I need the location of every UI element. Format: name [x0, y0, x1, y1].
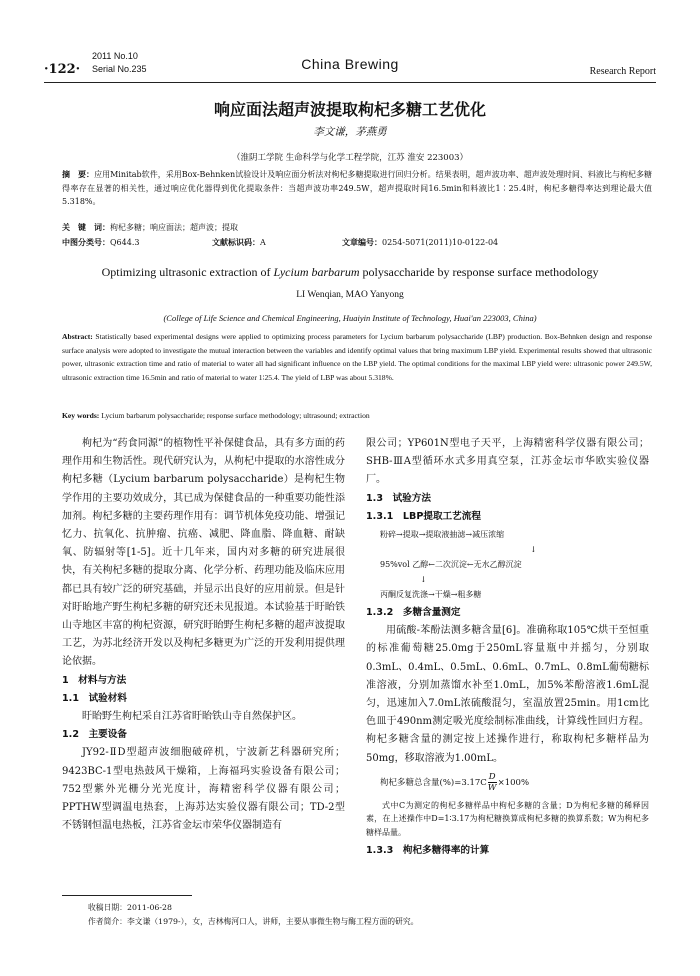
chinese-abstract — [62, 168, 652, 209]
chinese-title: 响应面法超声波提取枸杞多糖工艺优化 — [213, 100, 486, 119]
process-flow — [380, 527, 649, 602]
section-1-2-heading: 1.2 主要设备 — [62, 729, 127, 741]
journal-name: China Brewing — [301, 56, 399, 72]
english-abstract-text: Statistically based experimental designs were applied to optimizing process parameters for Lycium barbarum polysaccharide (LBP) production. Box-Behnken design and response surface analysis were adopted to investigate the mutual interaction between the variables and identify optimal values that bring maximum LBP yield. Experimental results showed that ultrasonic power, ultrasonic extraction time and ratio of material to water all had significant influence on the LBP yield. The optimal conditions for the maximal LBP yield were: ultrasonic power 249.5W, ultrasonic extraction time 16.5min and ratio of material to water 1∶25.4. The yield of LBP was about 5.318%. — [62, 332, 652, 382]
article-number-value: 0254-5071(2011)10-0122-04 — [382, 238, 499, 247]
formula-numerator: D — [488, 771, 496, 782]
yield-formula — [380, 772, 649, 793]
section-1-3-3-heading: 1.3.3 枸杞多糖得率的计算 — [366, 845, 490, 857]
intro-paragraph: 枸杞为“药食同源”的植物性平补保健食品，具有多方面的药理作用和生物活性。现代研究认为，从枸杞中提取的水溶性成分枸杞多糖（Lycium barbarum polysaccharide）是枸杞生物学作用的主要功效成分，其已成为保健食品的一种重要功能性添加剂。枸杞多糖的主要药理作用有：调节机体免疫功能、增强记忆力、抗氧化、抗肿瘤、抗癌、减肥、降血脂、降血糖、耐缺氧、防辐射等[1-5]。近十几年来，国内对多糖的研究进展很快，有关枸杞多糖的提取分离、化学分析、药理功能及临床应用都已具有较广泛的研究基础，并显示出良好的应用前景。但是针对盱眙地产野生枸杞多糖的研究还未见报道。本试验基于盱眙铁山寺地区丰富的枸杞资源，研究盱眙野生枸杞多糖的超声波提取工艺，为苏北经济开发以及枸杞多糖更为广泛的开发利用提供理论依据。 — [62, 438, 345, 668]
author-bio: 作者简介：李文谦（1979-），女，吉林梅河口人，讲师，主要从事微生物与酶工程方面的研究。 — [88, 917, 419, 926]
footnote — [88, 901, 648, 929]
flow-step-1: 粉碎→提取→提取液抽滤→减压浓缩 — [380, 530, 505, 540]
formula-denominator: W — [487, 782, 497, 793]
chinese-keywords-text: 枸杞多糖；响应面法；超声波；提取 — [110, 223, 238, 232]
section-1-heading: 1 材料与方法 — [62, 674, 127, 686]
english-abstract — [62, 330, 652, 384]
flow-arrow-icon: ↓ — [530, 545, 537, 555]
article-number-label: 文章编号： — [342, 237, 382, 247]
english-title-post: polysaccharide by response surface methodology — [359, 265, 599, 279]
received-date: 收稿日期：2011-06-28 — [88, 903, 172, 912]
class-value: Q644.3 — [110, 238, 140, 247]
doc-code-value: A — [260, 238, 266, 247]
section-1-3-heading: 1.3 试验方法 — [366, 492, 431, 504]
class-label: 中图分类号： — [62, 237, 110, 247]
formula-note: 式中C为测定的枸杞多糖样品中枸杞多糖的含量；D为枸杞多糖的稀释因素，在上述操作中D=1∶3.17为枸杞糖换算成枸杞多糖的换算系数；W为枸杞多糖样品量。 — [366, 800, 649, 837]
equipment-paragraph: JY92-ⅡD型超声波细胞破碎机，宁波新艺科器研究所；9423BC-1型电热鼓风干燥箱，上海福玛实验设备有限公司；752型紫外光栅分光光度计，海精密科学仪器有限公司；PPTHW型调温电热套，上海苏达实验仪器有限公司；TD-2型不锈钢恒温电热板，江苏省金坛市荣华仪器制造有 — [62, 747, 345, 832]
section-1-1-heading: 1.1 试验材料 — [62, 692, 127, 704]
section-1-3-2-heading: 1.3.2 多糖含量测定 — [366, 607, 461, 619]
formula-left: 枸杞多糖总含量(%)=3.17C — [380, 777, 487, 788]
english-keywords-label: Key words: — [62, 411, 100, 420]
header-rule — [44, 82, 656, 83]
doc-code-label: 文献标识码： — [212, 237, 260, 247]
formula-right: ×100% — [497, 777, 530, 788]
classification-line — [62, 237, 652, 248]
chinese-authors: 李文谦，茅燕勇 — [313, 126, 387, 138]
footnote-rule — [62, 895, 192, 896]
english-keywords-text: Lycium barbarum polysaccharide; response surface methodology; ultrasound; extraction — [101, 411, 370, 420]
english-title-pre: Optimizing ultrasonic extraction of — [101, 265, 274, 279]
section-1-3-1-heading: 1.3.1 LBP提取工艺流程 — [366, 510, 481, 522]
chinese-keywords-label: 关 键 词： — [62, 222, 110, 232]
english-affiliation: (College of Life Science and Chemical Engineering, Huaiyin Institute of Technology, Huai'an 223003, China) — [163, 313, 537, 323]
chinese-affiliation: （淮阴工学院 生命科学与化学工程学院，江苏 淮安 223003） — [231, 153, 469, 163]
english-keywords — [62, 411, 652, 420]
right-column — [366, 435, 649, 861]
flow-step-2: 95%vol 乙醇←二次沉淀←无水乙醇沉淀 — [380, 560, 522, 570]
equipment-continued: 限公司；YP601N型电子天平，上海精密科学仪器有限公司；SHB-ⅢA型循环水式多用真空泵，江苏金坛市华欧实验仪器厂。 — [366, 438, 649, 486]
left-column — [62, 435, 345, 835]
chinese-abstract-label: 摘 要： — [62, 169, 95, 179]
english-title-species: Lycium barbarum — [273, 265, 360, 279]
english-abstract-label: Abstract: — [62, 332, 93, 341]
section-label: Research Report — [589, 66, 656, 77]
chinese-keywords — [62, 222, 652, 233]
chinese-abstract-text: 应用Minitab软件，采用Box-Behnken试验设计及响应面分析法对枸杞多糖提取进行回归分析。结果表明，超声波功率、超声波处理时间、料液比与枸杞多糖得率存在显著的相关性，通过响应优化器得到优化提取条件：当超声波功率249.5W，超声提取时间16.5min和料液比1∶25.4时，枸杞多糖得率达到理论最大值5.318%。 — [62, 170, 653, 206]
english-authors: LI Wenqian, MAO Yanyong — [296, 290, 404, 300]
page-number: ·122· — [44, 62, 81, 77]
issue-serial: Serial No.235 — [92, 64, 147, 74]
materials-paragraph: 盱眙野生枸杞采自江苏省盱眙铁山寺自然保护区。 — [82, 711, 302, 723]
flow-step-3: 丙酮反复洗涤→干燥→粗多糖 — [380, 590, 482, 600]
assay-paragraph: 用硫酸-苯酚法测多糖含量[6]。准确称取105℃烘干至恒重的标准葡萄糖25.0mg于250mL容量瓶中并摇匀，分别取0.3mL、0.4mL、0.5mL、0.6mL、0.7mL、0.8mL葡萄糖标准溶液，分别加蒸馏水补至1.0mL，加5%苯酚溶液1.6mL混匀，迅速加入7.0mL浓硫酸混匀，室温放置25min。用1cm比色皿于490nm测定吸光度绘制标准曲线，计算线性回归方程。枸杞多糖含量的测定按上述操作进行，称取枸杞多糖样品为50mg，移取溶液为1.00mL。 — [366, 625, 649, 764]
issue-year: 2011 No.10 — [92, 51, 138, 61]
flow-arrow-icon: ↓ — [420, 575, 427, 585]
english-title — [0, 265, 700, 280]
